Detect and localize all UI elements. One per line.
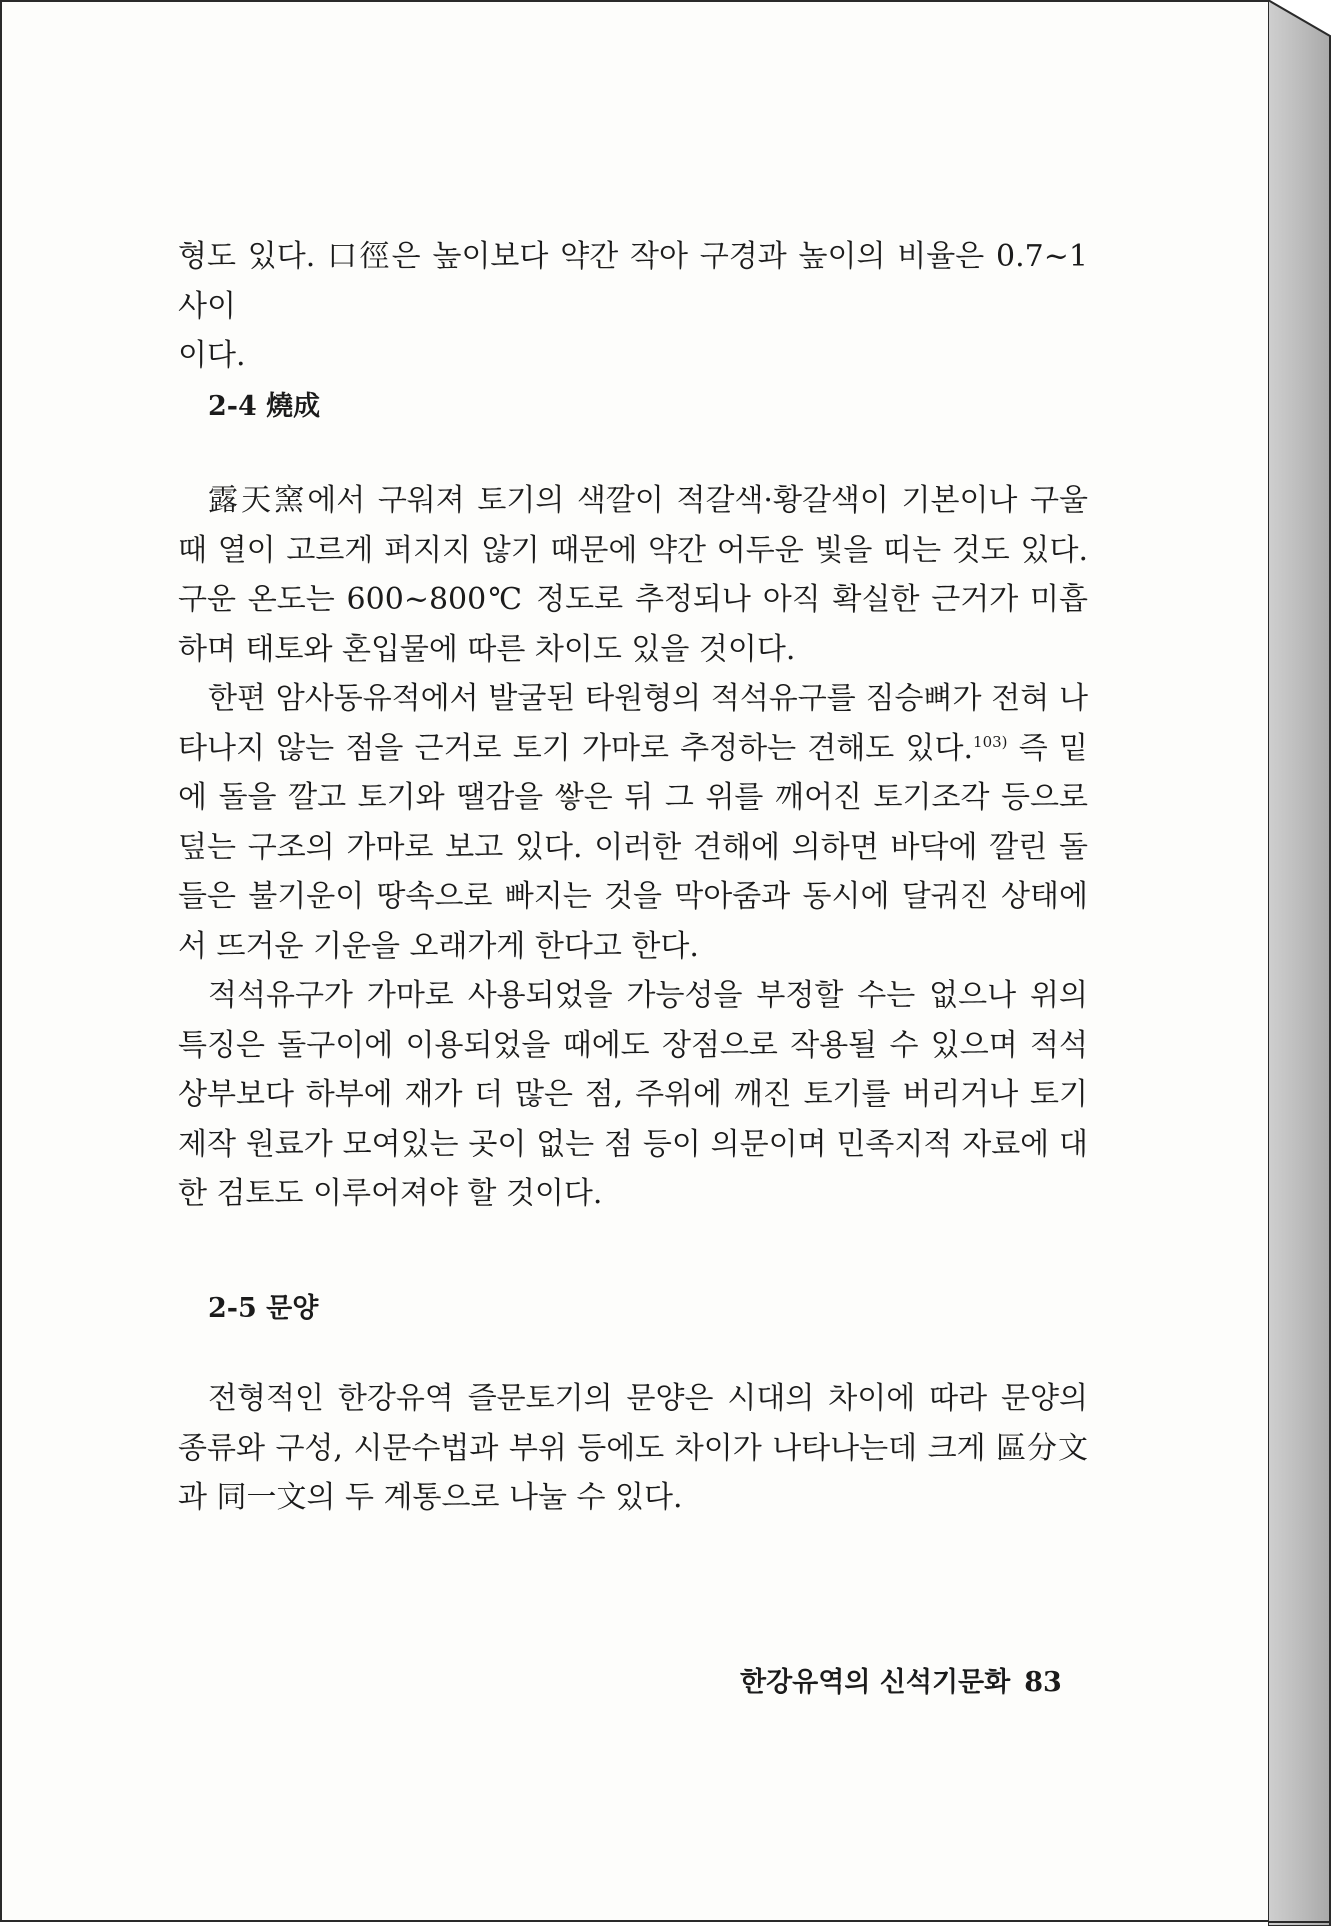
paragraph-kiln-hypothesis <box>178 674 1088 971</box>
section-heading-2-4: 2-4 燒成 <box>208 391 321 422</box>
intro-line-1: 형도 있다. 口徑은 높이보다 약간 작아 구경과 높이의 비율은 0.7~1 사이 <box>178 239 1088 324</box>
book-edge-shape <box>1268 0 1334 1926</box>
paragraph-pattern-types: 전형적인 한강유역 즐문토기의 문양은 시대의 차이에 따라 문양의 종류와 구성, 시문수법과 부위 등에도 차이가 나타나는데 크게 區分文과 同一文의 두 계통으로 나눌 수 있다. <box>178 1381 1088 1515</box>
page-number: 83 <box>1024 1667 1062 1698</box>
book-edge <box>1268 0 1334 1926</box>
kiln-hypothesis-text: 한편 암사동유적에서 발굴된 타원형의 적석유구를 짐승뼈가 전혀 나타나지 않는 점을 근거로 토기 가마로 추정하는 견해도 있다. <box>178 681 1088 766</box>
paragraph-firing-temperature: 露天窯에서 구워져 토기의 색깔이 적갈색·황갈색이 기본이나 구울 때 열이 고르게 퍼지지 않기 때문에 약간 어두운 빛을 띠는 것도 있다. 구운 온도는 600~800℃ 정도로 추정되나 아직 확실한 근거가 미흡하며 태토와 혼입물에 따른 차이도 있을 것이다. <box>178 483 1088 667</box>
paragraph-kiln-doubts: 적석유구가 가마로 사용되었을 가능성을 부정할 수는 없으나 위의 특징은 돌구이에 이용되었을 때에도 장점으로 작용될 수 있으며 적석 상부보다 하부에 재가 더 많은 점, 주위에 깨진 토기를 버리거나 토기제작 원료가 모여있는 곳이 없는 점 등이 의문이며 민족지적 자료에 대한 검토도 이루어져야 할 것이다. <box>178 978 1088 1211</box>
intro-line-2: 이다. <box>178 338 246 373</box>
footnote-ref: 103) <box>973 732 1008 751</box>
intro-paragraph <box>178 232 1088 381</box>
section-2-4-body <box>178 476 1088 1219</box>
section-heading-2-5: 2-5 문양 <box>208 1293 319 1324</box>
kiln-structure-text: 즉 밑에 돌을 깔고 토기와 땔감을 쌓은 뒤 그 위를 깨어진 토기조각 등으로 덮는 구조의 가마로 보고 있다. 이러한 견해에 의하면 바닥에 깔린 돌들은 불기운이 땅속으로 빠지는 것을 막아줌과 동시에 달궈진 상태에서 뜨거운 기운을 오래가게 한다고 한다. <box>178 730 1088 964</box>
section-2-5-body <box>178 1374 1088 1523</box>
running-title: 한강유역의 신석기문화 <box>740 1667 1011 1698</box>
page-footer <box>740 1660 1062 1699</box>
